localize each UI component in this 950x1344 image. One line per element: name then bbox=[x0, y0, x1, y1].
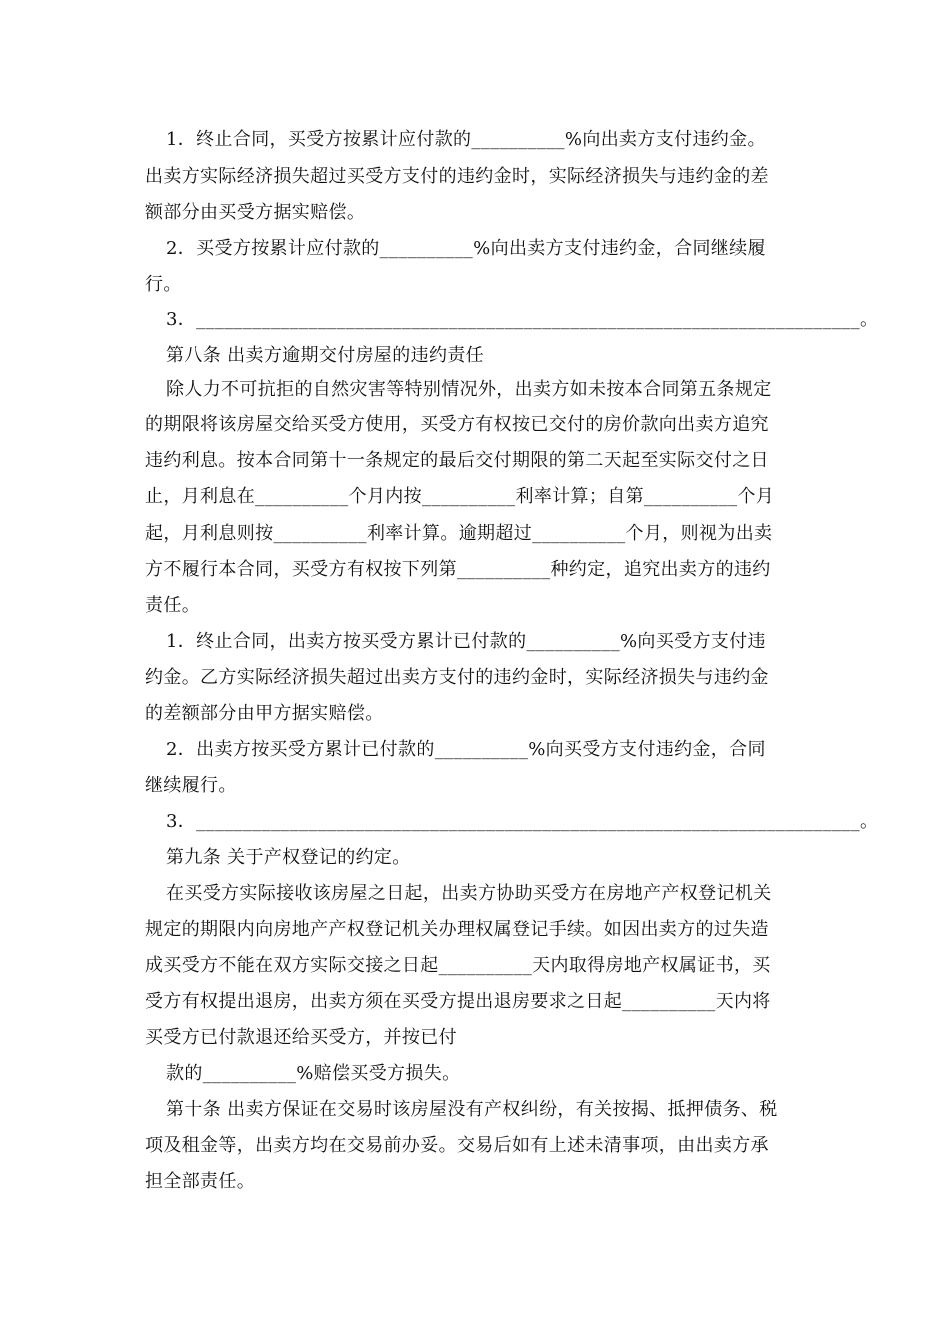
article-9-heading: 第九条 关于产权登记的约定。 bbox=[166, 847, 411, 868]
clause-7-option-1: 1．终止合同，买受方按累计应付款的__________%向出卖方支付违约金。 bbox=[166, 129, 766, 150]
clause-7-option-2: 2．买受方按累计应付款的__________%向出卖方支付违约金，合同继续履 bbox=[166, 238, 766, 259]
body-text-line: 止，月利息在__________个月内按__________利率计算；自第__________个月 bbox=[145, 486, 775, 507]
body-text-line: 违约利息。按本合同第十一条规定的最后交付期限的第二天起至实际交付之日 bbox=[145, 450, 769, 471]
body-text-line: 行。 bbox=[145, 274, 182, 295]
body-text-line: 继续履行。 bbox=[145, 775, 237, 796]
body-text-line: 规定的期限内向房地产产权登记机关办理权属登记手续。如因出卖方的过失造 bbox=[145, 919, 769, 940]
clause-8-option-2: 2．出卖方按买受方累计已付款的__________%向买受方支付违约金，合同 bbox=[166, 739, 766, 760]
clause-8-option-1: 1．终止合同，出卖方按买受方累计已付款的__________%向买受方支付违 bbox=[166, 631, 766, 652]
clause-7-option-3: 3．_______________________________________________________________________。 bbox=[166, 309, 879, 330]
body-text-line: 担全部责任。 bbox=[145, 1171, 256, 1192]
body-text-line: 在买受方实际接收该房屋之日起，出卖方协助买受方在房地产产权登记机关 bbox=[166, 883, 772, 904]
body-text-line: 额部分由买受方据实赔偿。 bbox=[145, 202, 366, 223]
body-text-line: 买受方已付款退还给买受方，并按已付 bbox=[145, 1027, 457, 1048]
body-text-line: 出卖方实际经济损失超过买受方支付的违约金时，实际经济损失与违约金的差 bbox=[145, 166, 769, 187]
article-10-paragraph: 第十条 出卖方保证在交易时该房屋没有产权纠纷，有关按揭、抵押债务、税 bbox=[166, 1099, 778, 1120]
body-text-line: 除人力不可抗拒的自然灾害等特别情况外，出卖方如未按本合同第五条规定 bbox=[166, 379, 772, 400]
body-text-line: 项及租金等，出卖方均在交易前办妥。交易后如有上述未清事项，由出卖方承 bbox=[145, 1135, 769, 1156]
body-text-line: 成买受方不能在双方实际交接之日起__________天内取得房地产权属证书，买 bbox=[145, 955, 771, 976]
clause-8-option-3: 3．_______________________________________________________________________。 bbox=[166, 811, 879, 832]
body-text-line: 的差额部分由甲方据实赔偿。 bbox=[145, 703, 384, 724]
body-text-line: 受方有权提出退房，出卖方须在买受方提出退房要求之日起__________天内将 bbox=[145, 991, 771, 1012]
body-text-line: 的期限将该房屋交给买受方使用，买受方有权按已交付的房价款向出卖方追究 bbox=[145, 414, 769, 435]
body-text-line: 方不履行本合同，买受方有权按下列第__________种约定，追究出卖方的违约 bbox=[145, 559, 771, 580]
article-8-heading: 第八条 出卖方逾期交付房屋的违约责任 bbox=[166, 345, 485, 366]
body-text-line: 责任。 bbox=[145, 595, 201, 616]
body-text-line: 款的__________%赔偿买受方损失。 bbox=[166, 1063, 461, 1084]
body-text-line: 约金。乙方实际经济损失超过出卖方支付的违约金时，实际经济损失与违约金 bbox=[145, 667, 769, 688]
body-text-line: 起，月利息则按__________利率计算。逾期超过__________个月，则视为出卖 bbox=[145, 523, 773, 544]
